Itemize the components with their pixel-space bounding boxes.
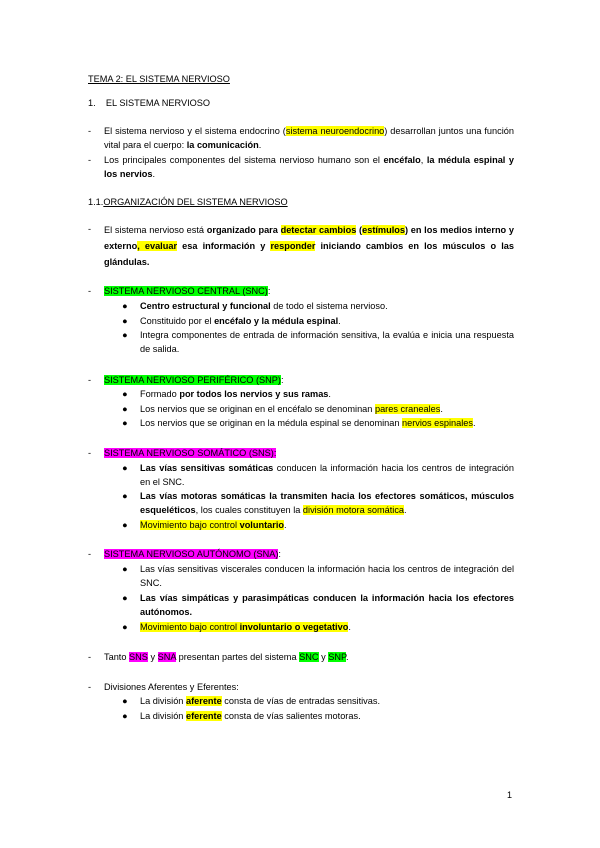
intro-paragraph-1: El sistema nervioso y el sistema endocrino (sistema neuroendocrino) desarrollan juntos una función vital para el cuerpo: la comunicación. xyxy=(104,126,514,151)
bullet-marker: ● xyxy=(122,301,128,311)
dash-marker: - xyxy=(88,549,92,559)
snc-heading: SISTEMA NERVIOSO CENTRAL (SNC): xyxy=(104,286,271,296)
bullet-marker: ● xyxy=(122,491,128,501)
section-heading-1-1: 1.1.ORGANIZACIÓN DEL SISTEMA NERVIOSO xyxy=(88,197,288,207)
section-title: EL SISTEMA NERVIOSO xyxy=(105,98,211,108)
intro-paragraph-2: Los principales componentes del sistema nervioso humano son el encéfalo, la médula espinal y los nervios. xyxy=(104,155,514,180)
bullet-marker: ● xyxy=(122,330,128,340)
dash-marker: - xyxy=(88,286,92,296)
dash-marker: - xyxy=(88,652,92,662)
bullet-marker: ● xyxy=(122,389,128,399)
snp-item-1: Formado por todos los nervios y sus ramas. xyxy=(140,389,331,399)
dash-marker: - xyxy=(88,224,92,234)
snc-item-1: Centro estructural y funcional de todo el sistema nervioso. xyxy=(140,301,388,311)
document-title: TEMA 2: EL SISTEMA NERVIOSO xyxy=(88,74,230,84)
bullet-marker: ● xyxy=(122,404,128,414)
section-heading-1 xyxy=(88,96,514,110)
bullet-marker: ● xyxy=(122,418,128,428)
page-number: 1 xyxy=(507,790,513,800)
dash-marker: - xyxy=(88,682,92,692)
sna-item-1: Las vías sensitivas viscerales conducen la información hacia los centros de integración del SNC. xyxy=(140,564,514,589)
sna-item-3: Movimiento bajo control involuntario o vegetativo. xyxy=(140,622,351,632)
bullet-marker: ● xyxy=(122,622,128,632)
highlight-snp: SISTEMA NERVIOSO PERIFÉRICO (SNP) xyxy=(104,375,281,385)
section-number: 1. xyxy=(88,98,96,108)
dash-marker: - xyxy=(88,155,92,165)
sns-item-1: Las vías sensitivas somáticas conducen la información hacia los centros de integración en el SNC. xyxy=(140,463,514,488)
snp-item-2: Los nervios que se originan en el encéfalo se denominan pares craneales. xyxy=(140,404,443,414)
divisiones-item-2: La división eferente consta de vías salientes motoras. xyxy=(140,711,361,721)
bullet-marker: ● xyxy=(122,520,128,530)
sna-heading: SISTEMA NERVIOSO AUTÓNOMO (SNA): xyxy=(104,549,281,559)
highlight-sna: SISTEMA NERVIOSO AUTÓNOMO (SNA) xyxy=(104,549,279,559)
organization-paragraph: El sistema nervioso está organizado para detectar cambios (estímulos) en los medios interno y externo, evaluar esa información y responder iniciando cambios en los músculos o las glándulas. xyxy=(104,225,514,268)
tanto-line: Tanto SNS y SNA presentan partes del sistema SNC y SNP. xyxy=(104,652,349,662)
highlight-neuroendocrino: sistema neuroendocrino xyxy=(285,126,385,136)
sna-item-2: Las vías simpáticas y parasimpáticas conducen la información hacia los efectores autónomos. xyxy=(140,593,514,618)
snp-item-3: Los nervios que se originan en la médula espinal se denominan nervios espinales. xyxy=(140,418,476,428)
bullet-marker: ● xyxy=(122,696,128,706)
snc-item-2: Constituido por el encéfalo y la médula espinal. xyxy=(140,316,341,326)
bullet-marker: ● xyxy=(122,564,128,574)
snc-item-3: Integra componentes de entrada de información sensitiva, la evalúa e inicia una respuesta de salida. xyxy=(140,330,514,355)
snp-heading: SISTEMA NERVIOSO PERIFÉRICO (SNP): xyxy=(104,375,284,385)
dash-marker: - xyxy=(88,375,92,385)
bullet-marker: ● xyxy=(122,316,128,326)
divisiones-heading: Divisiones Aferentes y Eferentes: xyxy=(104,682,239,692)
highlight-sns: SISTEMA NERVIOSO SOMÁTICO (SNS): xyxy=(104,448,277,458)
bullet-marker: ● xyxy=(122,711,128,721)
dash-marker: - xyxy=(88,126,92,136)
dash-marker: - xyxy=(88,448,92,458)
sns-heading xyxy=(104,446,514,460)
bullet-marker: ● xyxy=(122,463,128,473)
sns-item-3: Movimiento bajo control voluntario. xyxy=(140,520,287,530)
bullet-marker: ● xyxy=(122,593,128,603)
divisiones-item-1: La división aferente consta de vías de entradas sensitivas. xyxy=(140,696,381,706)
highlight-snc: SISTEMA NERVIOSO CENTRAL (SNC) xyxy=(104,286,268,296)
sns-item-2: Las vías motoras somáticas la transmiten hacia los efectores somáticos, músculos esqueléticos, los cuales constituyen la división motora somática. xyxy=(140,491,514,516)
